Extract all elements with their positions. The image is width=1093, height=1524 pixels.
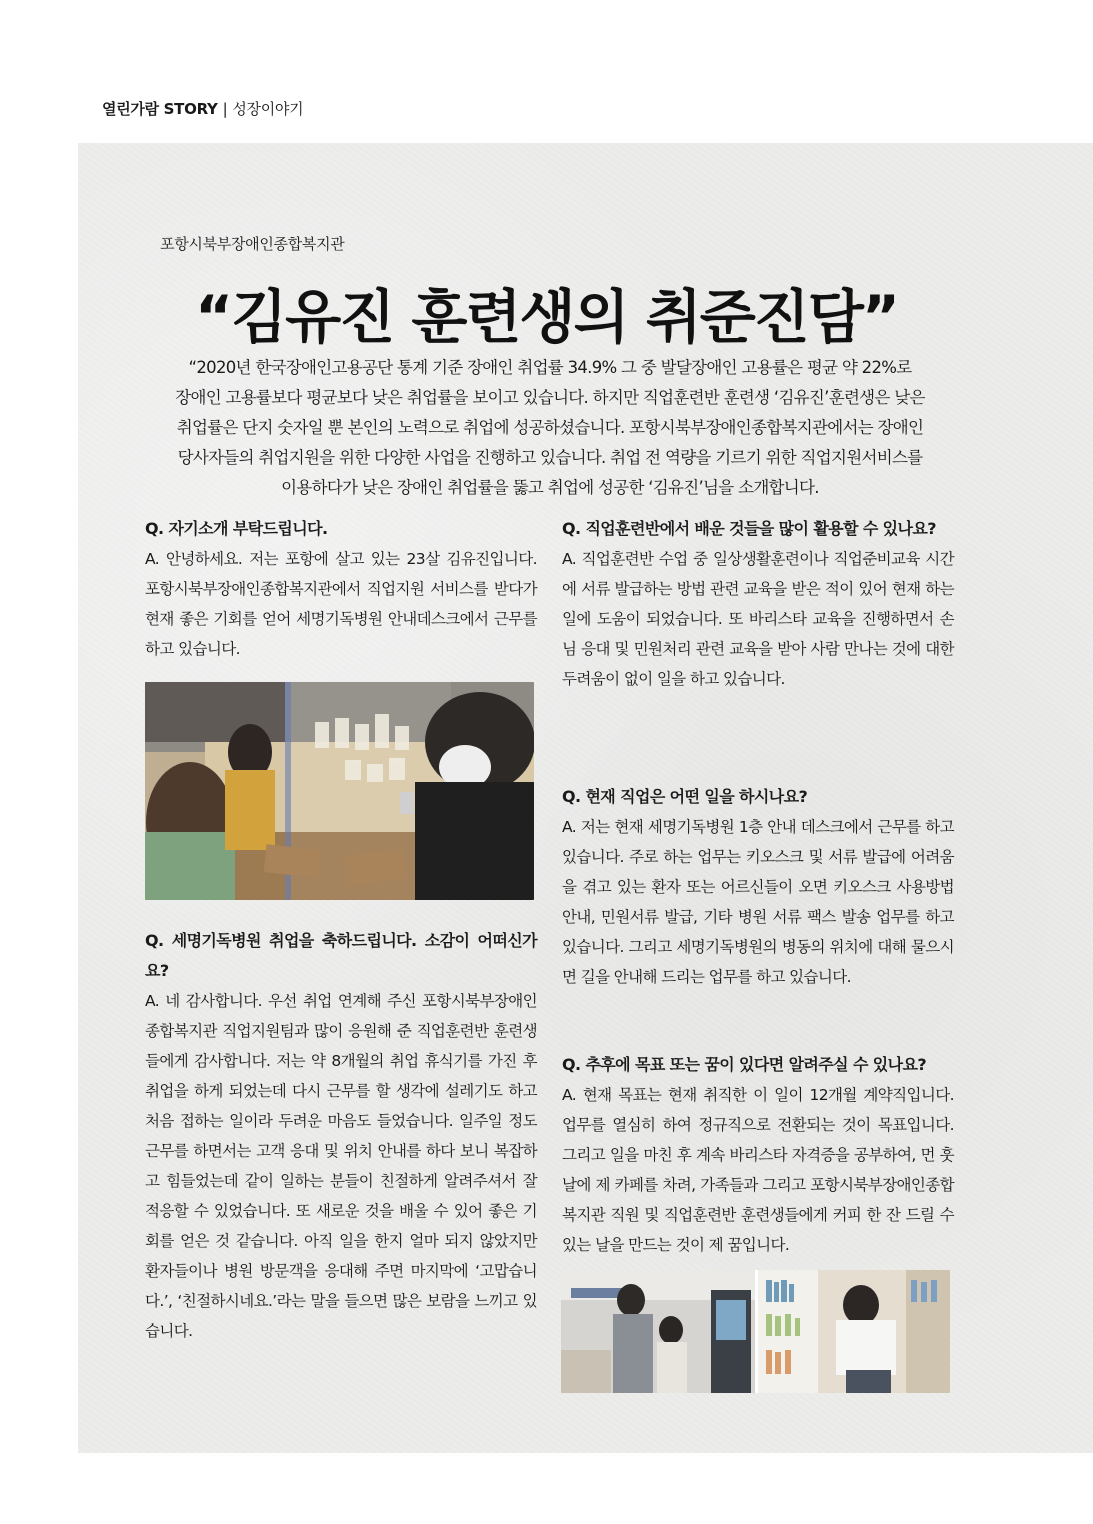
question-heading: Q. 세명기독병원 취업을 축하드립니다. 소감이 어떠신가요? (145, 931, 537, 980)
training-photo (145, 682, 534, 900)
organization-name: 포항시북부장애인종합복지관 (160, 235, 345, 253)
answer-text: A. 안녕하세요. 저는 포항에 살고 있는 23살 김유진입니다. 포항시북부장애인종합복지관에서 직업지원 서비스를 받다가 현재 좋은 기회를 얻어 세명기독병원 안내데스크에서 근무를 하고 있습니다. (145, 550, 537, 658)
qa-block-training (562, 514, 954, 694)
question-heading: Q. 추후에 목표 또는 꿈이 있다면 알려주실 수 있나요? (562, 1055, 927, 1074)
page-header (102, 98, 303, 119)
training-photo-illustration (145, 682, 534, 900)
answer-text: A. 현재 목표는 현재 취직한 이 일이 12개월 계약직입니다. 업무를 열심히 하여 정규직으로 전환되는 것이 목표입니다. 그리고 일을 마친 후 계속 바리스타 자격증을 공부하여, 먼 훗날에 제 카페를 차려, 가족들과 그리고 포항시북부장애인종합복지관 직원 및 직업훈련반 훈련생들에게 커피 한 잔 드릴 수 있는 날을 만드는 것이 제 꿈입니다. (562, 1086, 954, 1254)
workplace-photo (561, 1270, 950, 1393)
question-heading: Q. 직업훈련반에서 배운 것들을 많이 활용할 수 있나요? (562, 519, 936, 538)
answer-text: A. 저는 현재 세명기독병원 1층 안내 데스크에서 근무를 하고 있습니다. 주로 하는 업무는 키오스크 및 서류 발급에 어려움을 겪고 있는 환자 또는 어르신들이 오면 키오스크 사용방법 안내, 민원서류 발급, 기타 병원 서류 팩스 발송 업무를 하고 있습니다. 그리고 세명기독병원의 병동의 위치에 대해 물으시면 길을 안내해 드리는 업무를 하고 있습니다. (562, 818, 954, 986)
header-separator: | (222, 100, 228, 118)
question-heading: Q. 자기소개 부탁드립니다. (145, 519, 328, 538)
intro-line: 이용하다가 낮은 장애인 취업률을 뚫고 취업에 성공한 ‘김유진’님을 소개합니다. (281, 478, 819, 497)
intro-line: 당사자들의 취업지원을 위한 다양한 사업을 진행하고 있습니다. 취업 전 역량을 기르기 위한 직업지원서비스를 (177, 448, 923, 467)
magazine-brand: 열린가람 STORY (102, 100, 218, 118)
workplace-photo-illustration (561, 1270, 950, 1393)
qa-block-future-goal (562, 1050, 954, 1260)
section-name: 성장이야기 (232, 100, 304, 118)
article-intro (130, 353, 970, 503)
intro-line: 장애인 고용률보다 평균보다 낮은 취업률을 보이고 있습니다. 하지만 직업훈련반 훈련생 ‘김유진’훈련생은 낮은 (175, 388, 925, 407)
intro-line: 취업률은 단지 숫자일 뿐 본인의 노력으로 취업에 성공하셨습니다. 포항시북부장애인종합복지관에서는 장애인 (176, 418, 924, 437)
answer-text: A. 직업훈련반 수업 중 일상생활훈련이나 직업준비교육 시간에 서류 발급하는 방법 관련 교육을 받은 적이 있어 현재 하는 일에 도움이 되었습니다. 또 바리스타 교육을 진행하면서 손님 응대 및 민원처리 관련 교육을 받아 사람 만나는 것에 대한 두려움이 없이 일을 하고 있습니다. (562, 550, 954, 688)
intro-line: “2020년 한국장애인고용공단 통계 기준 장애인 취업률 34.9% 그 중 발달장애인 고용률은 평균 약 22%로 (188, 358, 912, 377)
qa-block-impression (145, 926, 537, 1346)
article-title: “김유진 훈련생의 취준진담” (195, 283, 898, 351)
qa-block-current-job (562, 782, 954, 992)
answer-text: A. 네 감사합니다. 우선 취업 연계해 주신 포항시북부장애인종합복지관 직업지원팀과 많이 응원해 준 직업훈련반 훈련생들에게 감사합니다. 저는 약 8개월의 취업 휴식기를 가진 후 취업을 하게 되었는데 다시 근무를 할 생각에 설레기도 하고 처음 접하는 일이라 두려운 마음도 들었습니다. 일주일 정도 근무를 하면서는 고객 응대 및 위치 안내를 하다 보니 복잡하고 힘들었는데 같이 일하는 분들이 친절하게 알려주셔서 잘 적응할 수 있었습니다. 또 새로운 것을 배울 수 있어 좋은 기회를 얻은 것 같습니다. 아직 일을 한지 얼마 되지 않았지만 환자들이나 병원 방문객을 응대해 주면 마지막에 ‘고맙습니다.’, ‘친절하시네요.’라는 말을 들으면 많은 보람을 느끼고 있습니다. (145, 992, 537, 1340)
qa-block-intro (145, 514, 537, 664)
question-heading: Q. 현재 직업은 어떤 일을 하시나요? (562, 787, 808, 806)
